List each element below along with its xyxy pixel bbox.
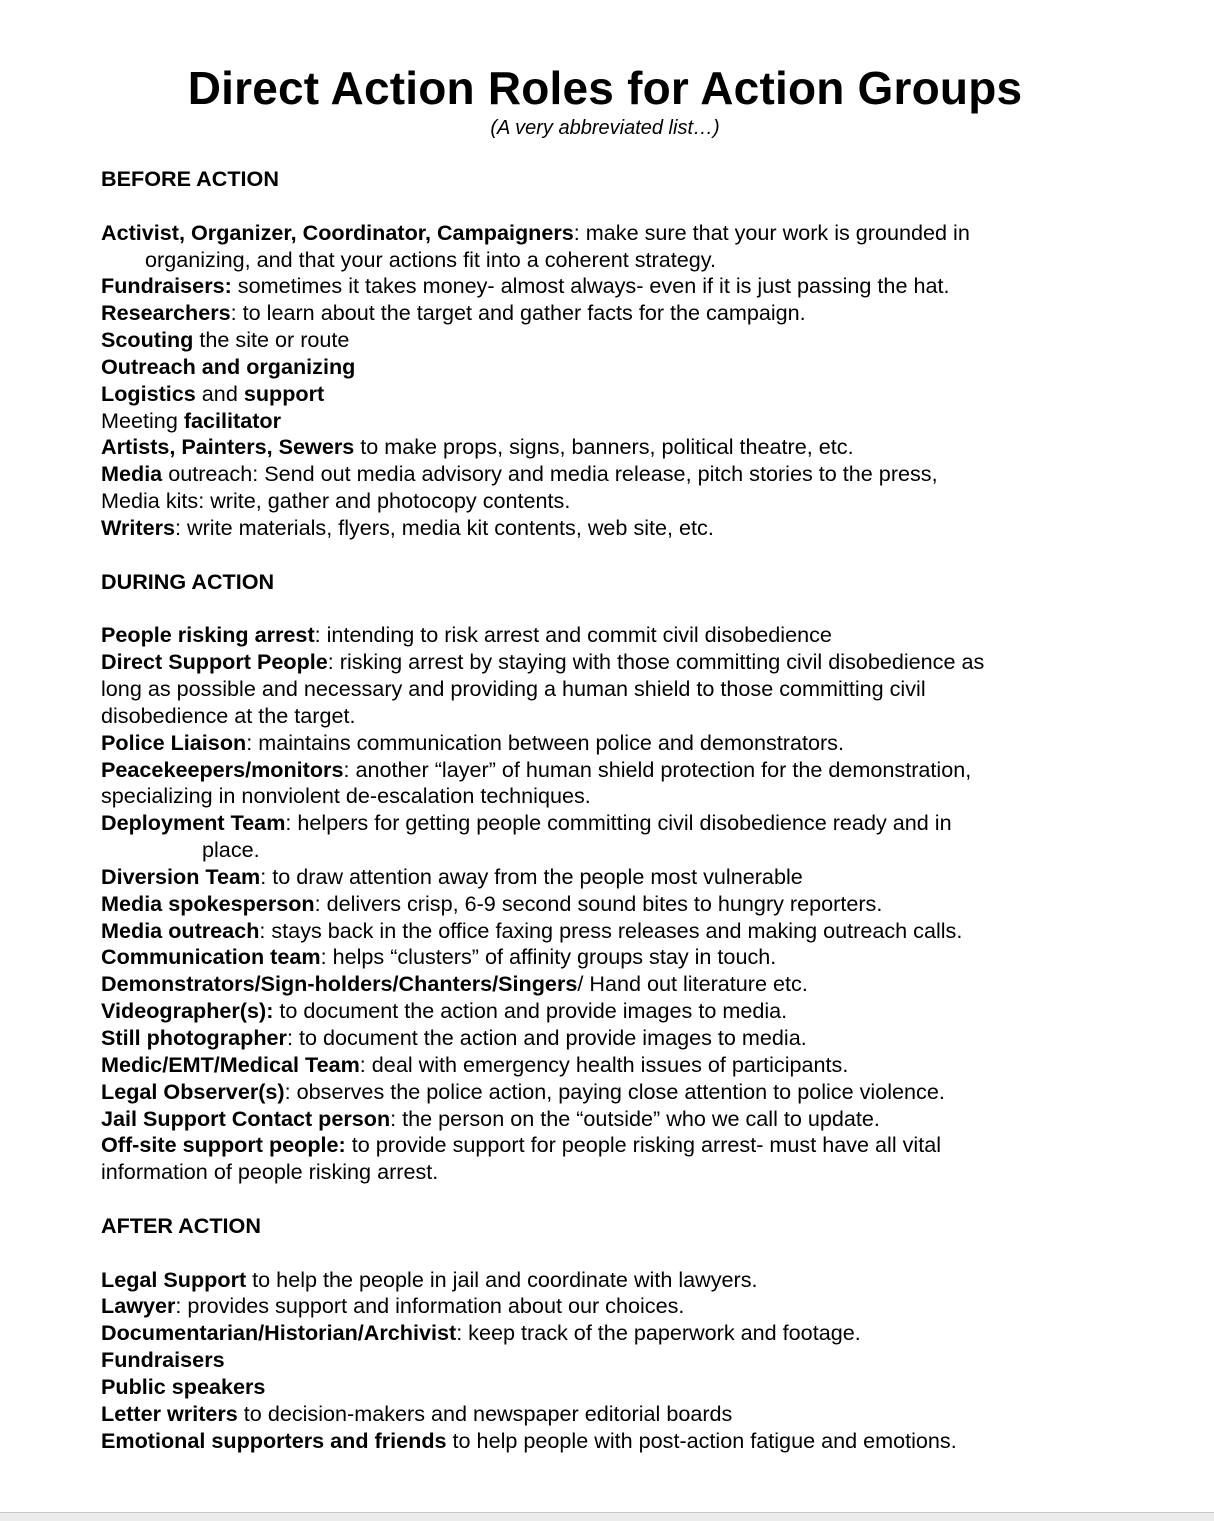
list-item: Emotional supporters and friends to help people with post-action fatigue and emotions. — [101, 1427, 957, 1453]
list-item: Letter writers to decision-makers and newspaper editorial boards — [101, 1400, 733, 1426]
list-item-continuation: long as possible and necessary and providing a human shield to those committing civil — [101, 676, 926, 702]
during-list — [101, 622, 1186, 1186]
list-item: Communication team: helps “clusters” of affinity groups stay in touch. — [101, 944, 777, 970]
list-item: Lawyer: provides support and information about our choices. — [101, 1293, 685, 1319]
list-item-continuation: Media kits: write, gather and photocopy contents. — [101, 488, 571, 514]
list-item: Medic/EMT/Medical Team: deal with emergency health issues of participants. — [101, 1051, 849, 1077]
list-item: Artists, Painters, Sewers to make props, signs, banners, political theatre, etc. — [101, 434, 854, 460]
list-item: Diversion Team: to draw attention away from the people most vulnerable — [101, 863, 803, 889]
list-item: Off-site support people: to provide support for people risking arrest- must have all vital — [101, 1132, 942, 1158]
list-item: Still photographer: to document the action and provide images to media. — [101, 1025, 807, 1050]
list-item: Outreach and organizing — [101, 353, 356, 379]
list-item: Videographer(s): to document the action and provide images to media. — [101, 998, 788, 1024]
document-body — [101, 166, 1186, 1455]
list-item: Legal Support to help the people in jail and coordinate with lawyers. — [101, 1266, 758, 1292]
list-item: Media outreach: stays back in the office faxing press releases and making outreach calls. — [101, 917, 963, 943]
list-item: Fundraisers — [101, 1347, 225, 1373]
document-title: Direct Action Roles for Action Groups — [187, 62, 1023, 114]
list-item-continuation: disobedience at the target. — [101, 702, 356, 728]
list-item: Direct Support People: risking arrest by staying with those committing civil disobedience as — [101, 649, 985, 675]
list-item: Police Liaison: maintains communication between police and demonstrators. — [101, 729, 844, 755]
list-item: Scouting the site or route — [101, 327, 350, 353]
section-heading-before: BEFORE ACTION — [101, 166, 279, 191]
list-item: Jail Support Contact person: the person on the “outside” who we call to update. — [101, 1105, 880, 1131]
list-item: Writers: write materials, flyers, media kit contents, web site, etc. — [101, 514, 714, 540]
list-item: Media spokesperson: delivers crisp, 6-9 second sound bites to hungry reporters. — [101, 890, 883, 916]
list-item: Documentarian/Historian/Archivist: keep track of the paperwork and footage. — [101, 1320, 861, 1346]
document-subtitle: (A very abbreviated list…) — [490, 117, 720, 139]
list-item: Demonstrators/Sign-holders/Chanters/Singers/ Hand out literature etc. — [101, 971, 808, 997]
after-list — [101, 1267, 1186, 1455]
list-item: Peacekeepers/monitors: another “layer” of human shield protection for the demonstration, — [101, 756, 972, 782]
list-item: Media outreach: Send out media advisory and media release, pitch stories to the press, — [101, 461, 938, 487]
section-heading-during: DURING ACTION — [101, 568, 275, 594]
list-item-continuation: specializing in nonviolent de-escalation techniques. — [101, 783, 591, 809]
list-item-continuation: information of people risking arrest. — [101, 1159, 439, 1185]
list-item-continuation: organizing, and that your actions fit into a coherent strategy. — [145, 246, 716, 272]
list-item: Logistics and support — [101, 380, 325, 406]
list-item: Fundraisers: sometimes it takes money- almost always- even if it is just passing the hat. — [101, 273, 950, 299]
list-item-continuation: place. — [202, 837, 260, 863]
list-item: Public speakers — [101, 1373, 266, 1399]
list-item: Legal Observer(s): observes the police action, paying close attention to police violence. — [101, 1078, 945, 1104]
section-heading-after: AFTER ACTION — [101, 1212, 261, 1238]
list-item: Deployment Team: helpers for getting people committing civil disobedience ready and in — [101, 810, 952, 836]
list-item: Researchers: to learn about the target and gather facts for the campaign. — [101, 300, 806, 326]
list-item: People risking arrest: intending to risk arrest and commit civil disobedience — [101, 622, 832, 648]
list-item: Activist, Organizer, Coordinator, Campaigners: make sure that your work is grounded in — [101, 219, 970, 245]
list-item: Meeting facilitator — [101, 407, 282, 433]
before-list — [101, 220, 1186, 542]
